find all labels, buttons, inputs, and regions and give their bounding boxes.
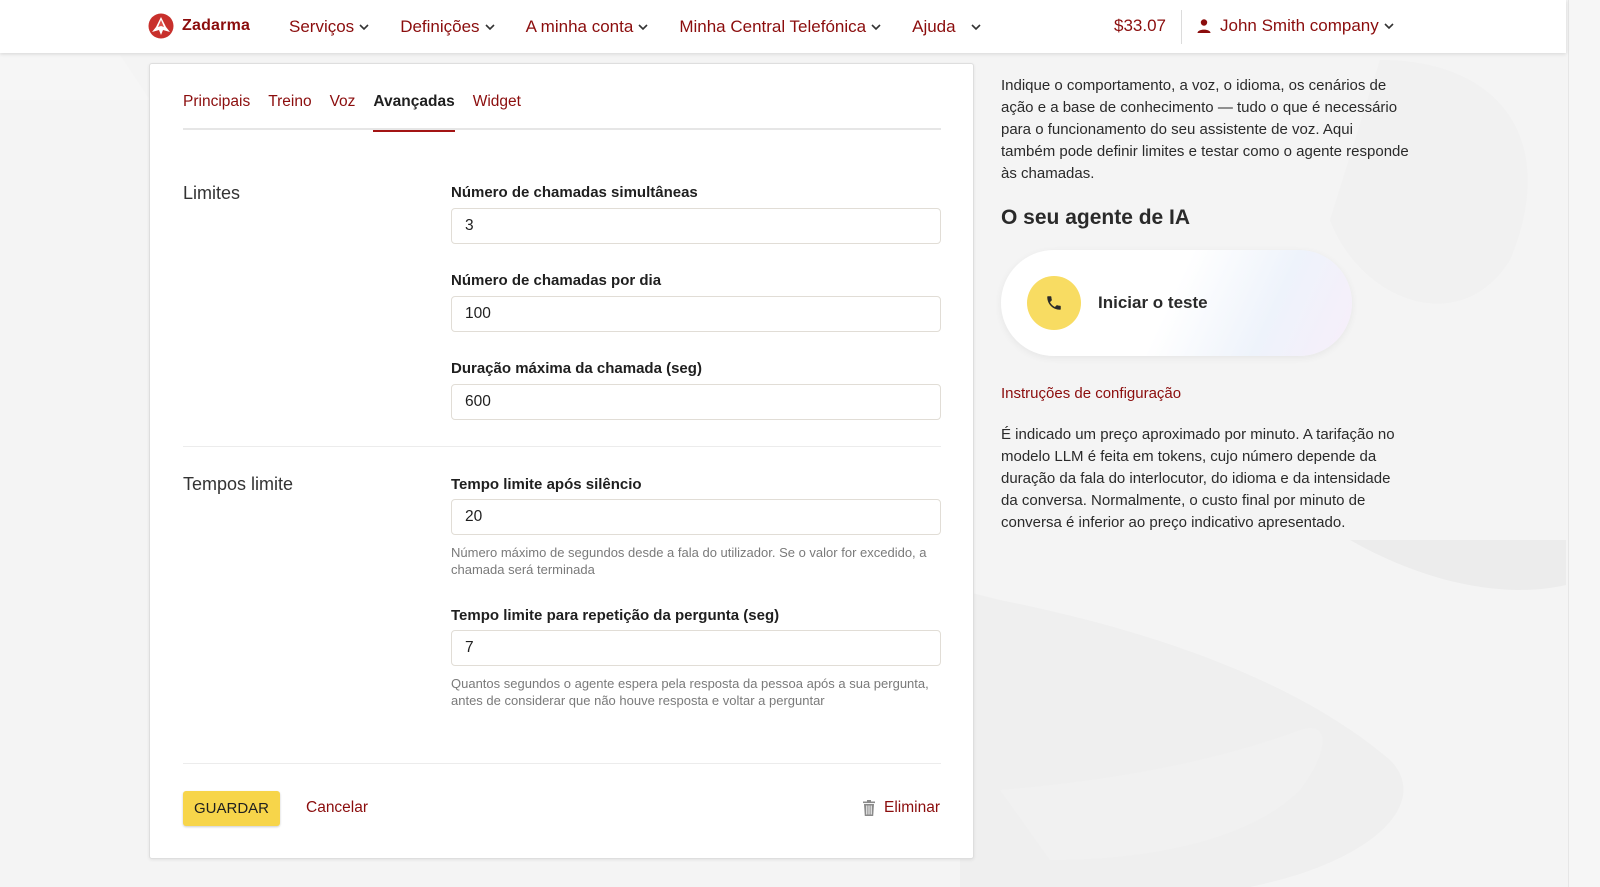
start-test-label: Iniciar o teste (1098, 293, 1208, 312)
nav-item-minha-conta[interactable] (526, 17, 650, 37)
account-balance[interactable]: $33.07 (1114, 16, 1166, 35)
chevron-down-icon (1383, 20, 1395, 32)
chevron-down-icon (870, 21, 882, 33)
simultaneous-calls-input[interactable] (451, 208, 941, 244)
tab-avancadas[interactable]: Avançadas (373, 64, 454, 130)
label-silence-timeout: Tempo limite após silêncio (451, 476, 642, 493)
header-divider (1181, 10, 1182, 44)
user-name: John Smith company (1220, 16, 1379, 35)
tab-principais[interactable]: Principais (183, 93, 251, 110)
section-title-limits: Limites (183, 183, 241, 203)
call-button-circle (1027, 276, 1081, 330)
section-title-timeouts: Tempos limite (183, 474, 294, 494)
nav-label: Minha Central Telefónica (679, 16, 867, 36)
settings-card (149, 63, 974, 859)
tab-voz[interactable]: Voz (329, 93, 356, 110)
max-call-duration-input[interactable] (451, 384, 941, 420)
nav-item-servicos[interactable] (289, 17, 370, 37)
label-simultaneous-calls: Número de chamadas simultâneas (451, 184, 698, 201)
page-scrollbar[interactable] (1568, 0, 1600, 887)
user-menu[interactable] (1196, 16, 1395, 36)
top-navigation-bar (0, 0, 1566, 53)
silence-timeout-input[interactable] (451, 499, 941, 535)
label-max-call-duration: Duração máxima da chamada (seg) (451, 360, 702, 377)
chevron-down-icon (637, 21, 649, 33)
phone-icon (1045, 294, 1063, 312)
delete-label: Eliminar (884, 799, 940, 816)
nav-label: Serviços (289, 16, 355, 36)
tab-treino[interactable]: Treino (268, 93, 312, 110)
nav-item-definicoes[interactable] (400, 17, 495, 37)
actions-divider (183, 763, 941, 764)
logo-text: Zadarma (182, 17, 251, 34)
settings-tabs (183, 64, 941, 130)
nav-label: Definições (400, 16, 480, 36)
zadarma-logo[interactable] (148, 13, 250, 39)
nav-label: Ajuda (912, 16, 956, 36)
pricing-note: É indicado um preço aproximado por minuto. A tarifação no modelo LLM é feita em tokens, cujo número depende da duração da fala do interlocutor, do idioma e da intensidade da conversa. Normalmente, o custo final por minuto de conversa é inferior ao preço indicativo apresentado. (1001, 426, 1395, 531)
label-question-repeat-timeout: Tempo limite para repetição da pergunta (seg) (451, 607, 780, 624)
delete-button[interactable] (862, 799, 940, 817)
section-divider (183, 446, 941, 447)
ai-agent-heading: O seu agente de IA (1001, 206, 1191, 229)
info-panel (1001, 75, 1421, 534)
nav-item-central-telefonica[interactable] (679, 17, 882, 37)
start-test-button[interactable] (1001, 250, 1352, 356)
calls-per-day-input[interactable] (451, 296, 941, 332)
configuration-instructions-link[interactable]: Instruções de configuração (1001, 385, 1182, 402)
save-button[interactable]: GUARDAR (183, 791, 280, 826)
question-repeat-timeout-hint: Quantos segundos o agente espera pela resposta da pessoa após a sua pergunta, antes de considerar que não houve resposta e voltar a perguntar (451, 676, 929, 708)
nav-label: A minha conta (525, 16, 634, 36)
cancel-button[interactable]: Cancelar (306, 799, 369, 816)
label-calls-per-day: Número de chamadas por dia (451, 272, 662, 289)
chevron-down-icon (970, 21, 982, 33)
info-intro-text: Indique o comportamento, a voz, o idioma, os cenários de ação e a base de conhecimento — tudo o que é necessário para o funcionamento do seu assistente de voz. Aqui também pode definir limites e testar como o agente responde às chamadas. (1001, 77, 1409, 182)
zadarma-logo-icon (148, 13, 174, 39)
question-repeat-timeout-input[interactable] (451, 630, 941, 666)
nav-item-ajuda[interactable] (912, 17, 981, 37)
chevron-down-icon (358, 21, 370, 33)
person-icon (1196, 18, 1212, 34)
tab-widget[interactable]: Widget (472, 93, 521, 110)
main-nav (289, 0, 1012, 53)
trash-icon (862, 800, 876, 816)
silence-timeout-hint: Número máximo de segundos desde a fala do utilizador. Se o valor for excedido, a chamada será terminada (451, 545, 927, 577)
chevron-down-icon (484, 21, 496, 33)
